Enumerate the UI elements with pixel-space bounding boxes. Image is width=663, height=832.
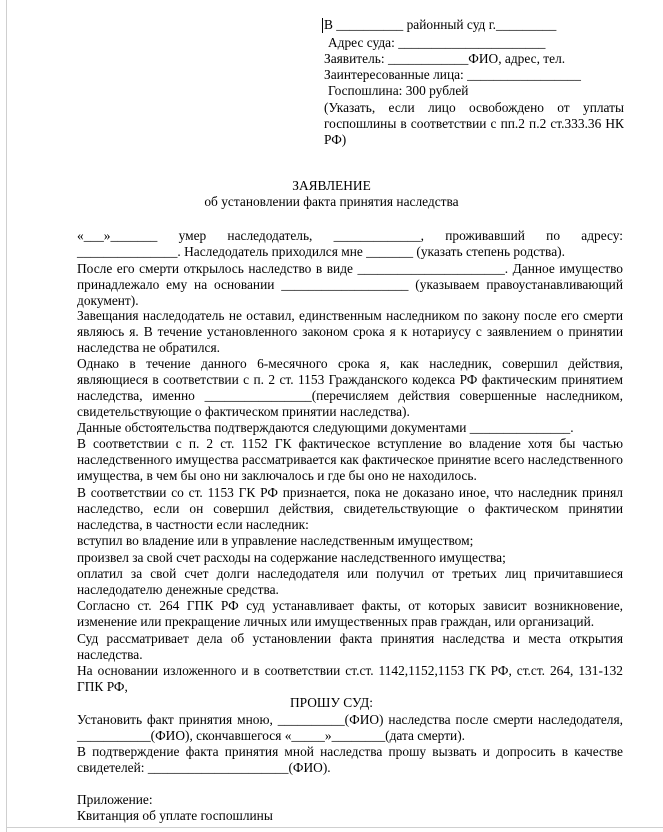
paragraph-documents[interactable]: Данные обстоятельства подтверждаются следующими документами _______________.: [77, 420, 574, 435]
request-witnesses[interactable]: В подтверждение факта принятия мной наследства прошу вызвать и допросить в качестве свидетелей: _____________________(ФИО).: [77, 744, 623, 775]
court-line[interactable]: В __________ районный суд г._________: [324, 17, 557, 32]
request-establish-fact[interactable]: Установить факт принятия мною, __________(ФИО) наследства после смерти наследодателя, ___________(ФИО), скончавшегося «_____»________(дата смерти).: [77, 712, 623, 743]
paragraph-1-line-1[interactable]: «___»_______ умер наследодатель, _____________, проживавший по адресу:: [77, 228, 623, 243]
page-bottom-line: [6, 827, 663, 828]
list-item-expenses[interactable]: произвел за свой счет расходы на содержание наследственного имущества;: [77, 550, 506, 565]
document-title[interactable]: ЗАЯВЛЕНИЕ: [292, 178, 371, 193]
paragraph-legal-basis[interactable]: На основании изложенного и в соответствии ст.ст. 1142,1152,1153 ГК РФ, ст.ст. 264, 131-132 ГПК РФ,: [77, 663, 623, 694]
interested-parties-line[interactable]: Заинтересованные лица: _________________: [324, 67, 581, 82]
court-address[interactable]: Адрес суда: ______________________: [328, 35, 546, 50]
fee-line[interactable]: Госпошлина: 300 рублей: [328, 83, 469, 98]
paragraph-actions[interactable]: Однако в течение данного 6-месячного срока я, как наследник, совершил действия, являющиеся в соответствии с п. 2 ст. 1153 Гражданского кодекса РФ фактическим принятием наследства, именно ________________(перечисляем действия совершенные наследником, свидетельствующие о фактическом принятии наследства).: [77, 356, 623, 419]
request-heading[interactable]: ПРОШУ СУД:: [289, 695, 374, 710]
list-item-possession[interactable]: вступил во владение или в управление наследственным имуществом;: [77, 533, 474, 548]
text-cursor: [322, 18, 323, 33]
paragraph-article-264[interactable]: Согласно ст. 264 ГПК РФ суд устанавливает факты, от которых зависит возникновение, изменение или прекращение личных или имущественных прав граждан, или организаций.: [77, 598, 623, 629]
paragraph-no-will[interactable]: Завещания наследодатель не оставил, единственным наследником по закону после его смерти являюсь я. В течение установленного законом срока я к нотариусу с заявлением о принятии наследства не обратился.: [77, 308, 623, 355]
paragraph-article-1152[interactable]: В соответствии с п. 2 ст. 1152 ГК фактическое вступление во владение хотя бы частью наследственного имущества рассматривается как фактическое принятие всего наследственного имущества, в чем бы оно ни заключалось и где бы оно не находилось.: [77, 436, 623, 483]
appendix-item-receipt[interactable]: Квитанция об уплате госпошлины: [77, 808, 273, 823]
paragraph-court-cases[interactable]: Суд рассматривает дела об установлении факта принятия наследства и места открытия наследства.: [77, 631, 623, 662]
applicant-line[interactable]: Заявитель: ____________ФИО, адрес, тел.: [324, 51, 566, 66]
list-item-debts[interactable]: оплатил за свой счет долги наследодателя или получил от третьих лиц причитавшиеся наследодателю денежные средства.: [77, 566, 623, 597]
paragraph-article-1153[interactable]: В соответствии со ст. 1153 ГК РФ признается, пока не доказано иное, что наследник принял наследство, если он совершил действия, свидетельствующие о фактическом принятии наследства, в частности если наследник:: [77, 485, 623, 532]
fee-note[interactable]: (Указать, если лицо освобождено от уплаты госпошлины в соответствии с пп.2 п.2 ст.333.36 НК РФ): [324, 100, 624, 147]
document-subtitle[interactable]: об установлении факта принятия наследства: [204, 194, 459, 209]
appendix-heading[interactable]: Приложение:: [77, 792, 153, 807]
paragraph-1-line-2[interactable]: _______________. Наследодатель приходился мне _______ (указать степень родства).: [77, 244, 565, 259]
paragraph-inheritance-property[interactable]: После его смерти открылось наследство в виде ______________________. Данное имущество принадлежало ему на основании ___________________ (указываем правоустанавливающий документ).: [77, 261, 623, 308]
